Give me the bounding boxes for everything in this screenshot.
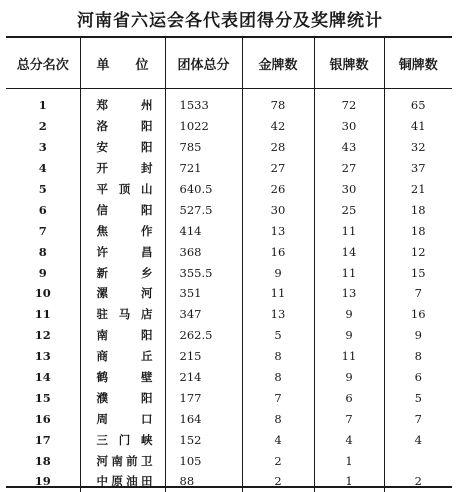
rank-cell: 17 <box>34 432 51 447</box>
score-cell: 721 <box>165 158 242 179</box>
rank-cell: 8 <box>38 244 47 259</box>
bronze-cell: 9 <box>384 325 452 346</box>
score-cell: 152 <box>165 429 242 450</box>
table-row <box>6 471 452 492</box>
silver-cell: 9 <box>314 325 384 346</box>
table-body <box>6 89 452 492</box>
table-row <box>6 179 452 200</box>
rank-cell: 14 <box>34 370 51 385</box>
bronze-cell <box>384 450 452 471</box>
table-row <box>6 199 452 220</box>
silver-cell: 27 <box>314 158 384 179</box>
score-cell: 177 <box>165 387 242 408</box>
unit-cell: 南阳 <box>80 325 165 346</box>
silver-cell: 1 <box>314 471 384 492</box>
gold-cell: 16 <box>242 241 314 262</box>
score-cell: 785 <box>165 137 242 158</box>
header-bronze: 铜牌数 <box>384 38 452 89</box>
score-cell: 351 <box>165 283 242 304</box>
score-cell: 215 <box>165 346 242 367</box>
gold-cell: 13 <box>242 220 314 241</box>
rank-cell: 7 <box>38 223 47 238</box>
bronze-cell: 6 <box>384 367 452 388</box>
rank-cell: 2 <box>38 119 47 134</box>
silver-cell: 11 <box>314 262 384 283</box>
bronze-cell: 15 <box>384 262 452 283</box>
rank-cell: 1 <box>38 98 47 113</box>
gold-cell: 78 <box>242 89 314 116</box>
table-row <box>6 450 452 471</box>
table-row <box>6 89 452 116</box>
score-cell: 214 <box>165 367 242 388</box>
table-row <box>6 158 452 179</box>
score-cell: 1533 <box>165 89 242 116</box>
gold-cell: 9 <box>242 262 314 283</box>
unit-cell: 三门峡 <box>80 429 165 450</box>
results-table <box>6 36 452 488</box>
rank-cell: 15 <box>34 390 51 405</box>
table-title: 河南省六运会各代表团得分及奖牌统计 <box>77 11 383 31</box>
score-cell: 640.5 <box>165 179 242 200</box>
table-row <box>6 367 452 388</box>
table-row <box>6 429 452 450</box>
header-silver: 银牌数 <box>314 38 384 89</box>
bronze-cell: 7 <box>384 283 452 304</box>
bronze-cell: 32 <box>384 137 452 158</box>
rank-cell: 9 <box>38 265 47 280</box>
silver-cell: 30 <box>314 116 384 137</box>
bronze-cell: 21 <box>384 179 452 200</box>
bronze-cell: 4 <box>384 429 452 450</box>
gold-cell: 4 <box>242 429 314 450</box>
gold-cell: 30 <box>242 199 314 220</box>
gold-cell: 8 <box>242 408 314 429</box>
unit-cell: 河南前卫 <box>80 450 165 471</box>
score-cell: 262.5 <box>165 325 242 346</box>
table-row <box>6 116 452 137</box>
table-row <box>6 325 452 346</box>
gold-cell: 2 <box>242 450 314 471</box>
silver-cell: 30 <box>314 179 384 200</box>
rank-cell: 11 <box>34 307 51 322</box>
bronze-cell: 2 <box>384 471 452 492</box>
score-cell: 527.5 <box>165 199 242 220</box>
gold-cell: 28 <box>242 137 314 158</box>
score-cell: 105 <box>165 450 242 471</box>
unit-cell: 焦作 <box>80 220 165 241</box>
bronze-cell: 16 <box>384 304 452 325</box>
silver-cell: 9 <box>314 367 384 388</box>
silver-cell: 25 <box>314 199 384 220</box>
unit-cell: 平顶山 <box>80 179 165 200</box>
rank-cell: 12 <box>34 328 51 343</box>
bronze-cell: 12 <box>384 241 452 262</box>
table-row <box>6 387 452 408</box>
unit-cell: 洛阳 <box>80 116 165 137</box>
rank-cell: 4 <box>38 161 47 176</box>
silver-cell: 11 <box>314 220 384 241</box>
header-gold: 金牌数 <box>242 38 314 89</box>
table-row <box>6 220 452 241</box>
rank-cell: 13 <box>34 349 51 364</box>
gold-cell: 27 <box>242 158 314 179</box>
header-rank: 总分名次 <box>6 38 80 89</box>
table-row <box>6 283 452 304</box>
gold-cell: 7 <box>242 387 314 408</box>
unit-cell: 郑州 <box>80 89 165 116</box>
rank-cell: 5 <box>38 182 47 196</box>
score-cell: 368 <box>165 241 242 262</box>
score-cell: 88 <box>165 471 242 492</box>
silver-cell: 9 <box>314 304 384 325</box>
silver-cell: 1 <box>314 450 384 471</box>
silver-cell: 14 <box>314 241 384 262</box>
unit-cell: 驻马店 <box>80 304 165 325</box>
bronze-cell: 18 <box>384 220 452 241</box>
gold-cell: 26 <box>242 179 314 200</box>
rank-cell: 10 <box>34 286 51 301</box>
rank-cell: 19 <box>34 474 51 489</box>
gold-cell: 42 <box>242 116 314 137</box>
unit-cell: 安阳 <box>80 137 165 158</box>
score-cell: 1022 <box>165 116 242 137</box>
silver-cell: 4 <box>314 429 384 450</box>
bronze-cell: 5 <box>384 387 452 408</box>
unit-cell: 濮阳 <box>80 387 165 408</box>
unit-cell: 许昌 <box>80 241 165 262</box>
table-row <box>6 346 452 367</box>
silver-cell: 11 <box>314 346 384 367</box>
header-row <box>6 38 452 89</box>
header-unit: 单 位 <box>80 38 165 89</box>
score-cell: 164 <box>165 408 242 429</box>
rank-cell: 3 <box>38 140 47 155</box>
gold-cell: 13 <box>242 304 314 325</box>
bronze-cell: 7 <box>384 408 452 429</box>
unit-cell: 开封 <box>80 158 165 179</box>
score-cell: 347 <box>165 304 242 325</box>
unit-cell: 鹤壁 <box>80 367 165 388</box>
silver-cell: 72 <box>314 89 384 116</box>
header-score: 团体总分 <box>165 38 242 89</box>
gold-cell: 8 <box>242 346 314 367</box>
rank-cell: 6 <box>38 202 47 217</box>
gold-cell: 5 <box>242 325 314 346</box>
gold-cell: 8 <box>242 367 314 388</box>
gold-cell: 2 <box>242 471 314 492</box>
unit-cell: 漯河 <box>80 283 165 304</box>
table-row <box>6 408 452 429</box>
unit-cell: 新乡 <box>80 262 165 283</box>
bronze-cell: 65 <box>384 89 452 116</box>
unit-cell: 中原油田 <box>80 471 165 492</box>
table-row <box>6 241 452 262</box>
silver-cell: 7 <box>314 408 384 429</box>
unit-cell: 商丘 <box>80 346 165 367</box>
unit-cell: 信阳 <box>80 199 165 220</box>
score-cell: 355.5 <box>165 262 242 283</box>
rank-cell: 18 <box>34 453 51 468</box>
bronze-cell: 18 <box>384 199 452 220</box>
rank-cell: 16 <box>34 411 51 426</box>
gold-cell: 11 <box>242 283 314 304</box>
bronze-cell: 41 <box>384 116 452 137</box>
unit-cell: 周口 <box>80 408 165 429</box>
table-row <box>6 137 452 158</box>
silver-cell: 13 <box>314 283 384 304</box>
silver-cell: 43 <box>314 137 384 158</box>
silver-cell: 6 <box>314 387 384 408</box>
table-row <box>6 262 452 283</box>
score-cell: 414 <box>165 220 242 241</box>
bronze-cell: 37 <box>384 158 452 179</box>
bronze-cell: 8 <box>384 346 452 367</box>
table-row <box>6 304 452 325</box>
